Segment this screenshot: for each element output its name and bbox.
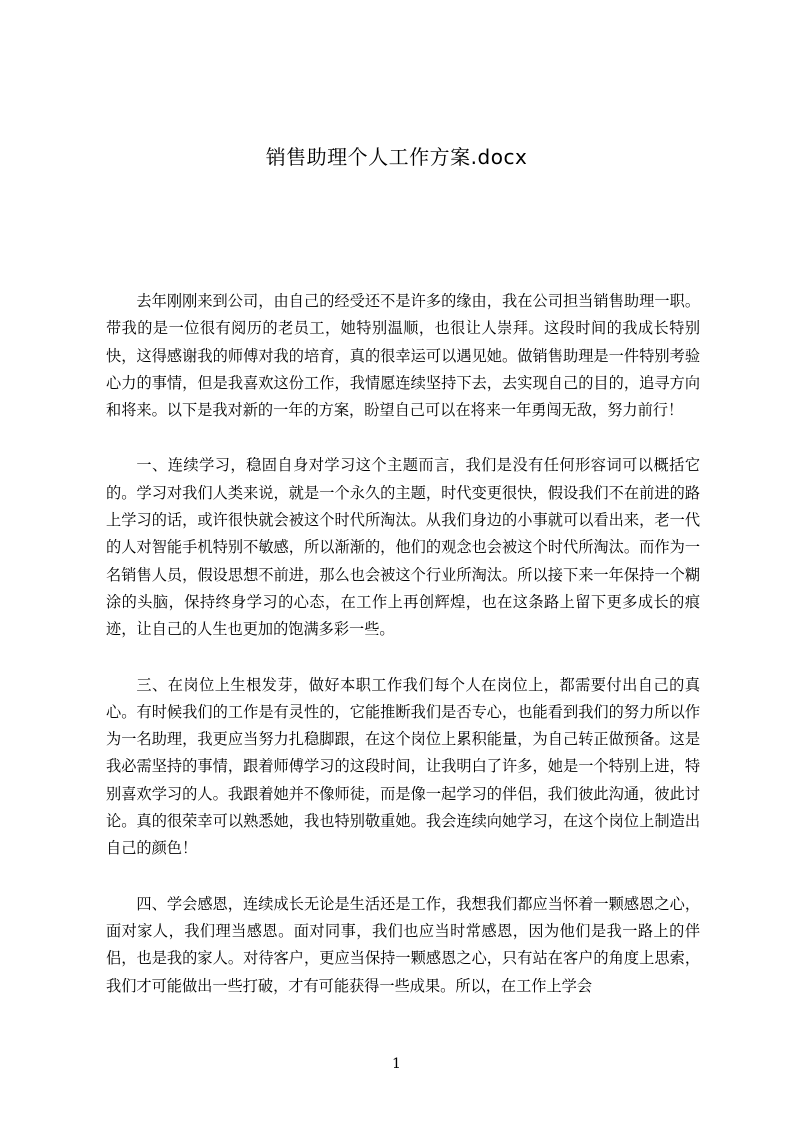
paragraph-section-one: 一、连续学习，稳固自身对学习这个主题而言，我们是没有任何形容词可以概括它的。学习对我们人类来说，就是一个永久的主题，时代变更很快，假设我们不在前进的路上学习的话，或许很快就会被这个时代所淘汰。从我们身边的小事就可以看出来，老一代的人对智能手机特别不敏感，所以渐渐的，他们的观念也会被这个时代所淘汰。而作为一名销售人员，假设思想不前进，那么也会被这个行业所淘汰。所以接下来一年保持一个糊涂的头脑，保持终身学习的心态，在工作上再创辉煌，也在这条路上留下更多成长的痕迹，让自己的人生也更加的饱满多彩一些。	[106, 456, 700, 639]
paragraph-section-four: 四、学会感恩，连续成长无论是生活还是工作，我想我们都应当怀着一颗感恩之心，面对家人，我们理当感恩。面对同事，我们也应当时常感恩，因为他们是我一路上的伴侣，也是我的家人。对待客户，更应当保持一颗感恩之心，只有站在客户的角度上思索，我们才可能做出一些打破，才有可能获得一些成果。所以，在工作上学会	[106, 894, 700, 995]
document-body	[106, 288, 700, 1028]
document-title: 销售助理个人工作方案.docx	[265, 145, 528, 169]
paragraph-section-three: 三、在岗位上生根发芽，做好本职工作我们每个人在岗位上，都需要付出自己的真心。有时候我们的工作是有灵性的，它能推断我们是否专心，也能看到我们的努力所以作为一名助理，我更应当努力扎稳脚跟，在这个岗位上累积能量，为自己转正做预备。这是我必需坚持的事情，跟着师傅学习的这段时间，让我明白了许多，她是一个特别上进，特别喜欢学习的人。我跟着她并不像师徒，而是像一起学习的伴侣，我们彼此沟通，彼此讨论。真的很荣幸可以熟悉她，我也特别敬重她。我会连续向她学习，在这个岗位上制造出自己的颜色！	[106, 675, 700, 858]
page-number: 1	[392, 1056, 401, 1072]
paragraph-intro: 去年刚刚来到公司，由自己的经受还不是许多的缘由，我在公司担当销售助理一职。带我的是一位很有阅历的老员工，她特别温顺，也很让人崇拜。这段时间的我成长特别快，这得感谢我的师傅对我的培育，真的很幸运可以遇见她。做销售助理是一件特别考验心力的事情，但是我喜欢这份工作，我情愿连续坚持下去，去实现自己的目的，追寻方向和将来。以下是我对新的一年的方案，盼望自己可以在将来一年勇闯无敌，努力前行！	[106, 292, 700, 420]
